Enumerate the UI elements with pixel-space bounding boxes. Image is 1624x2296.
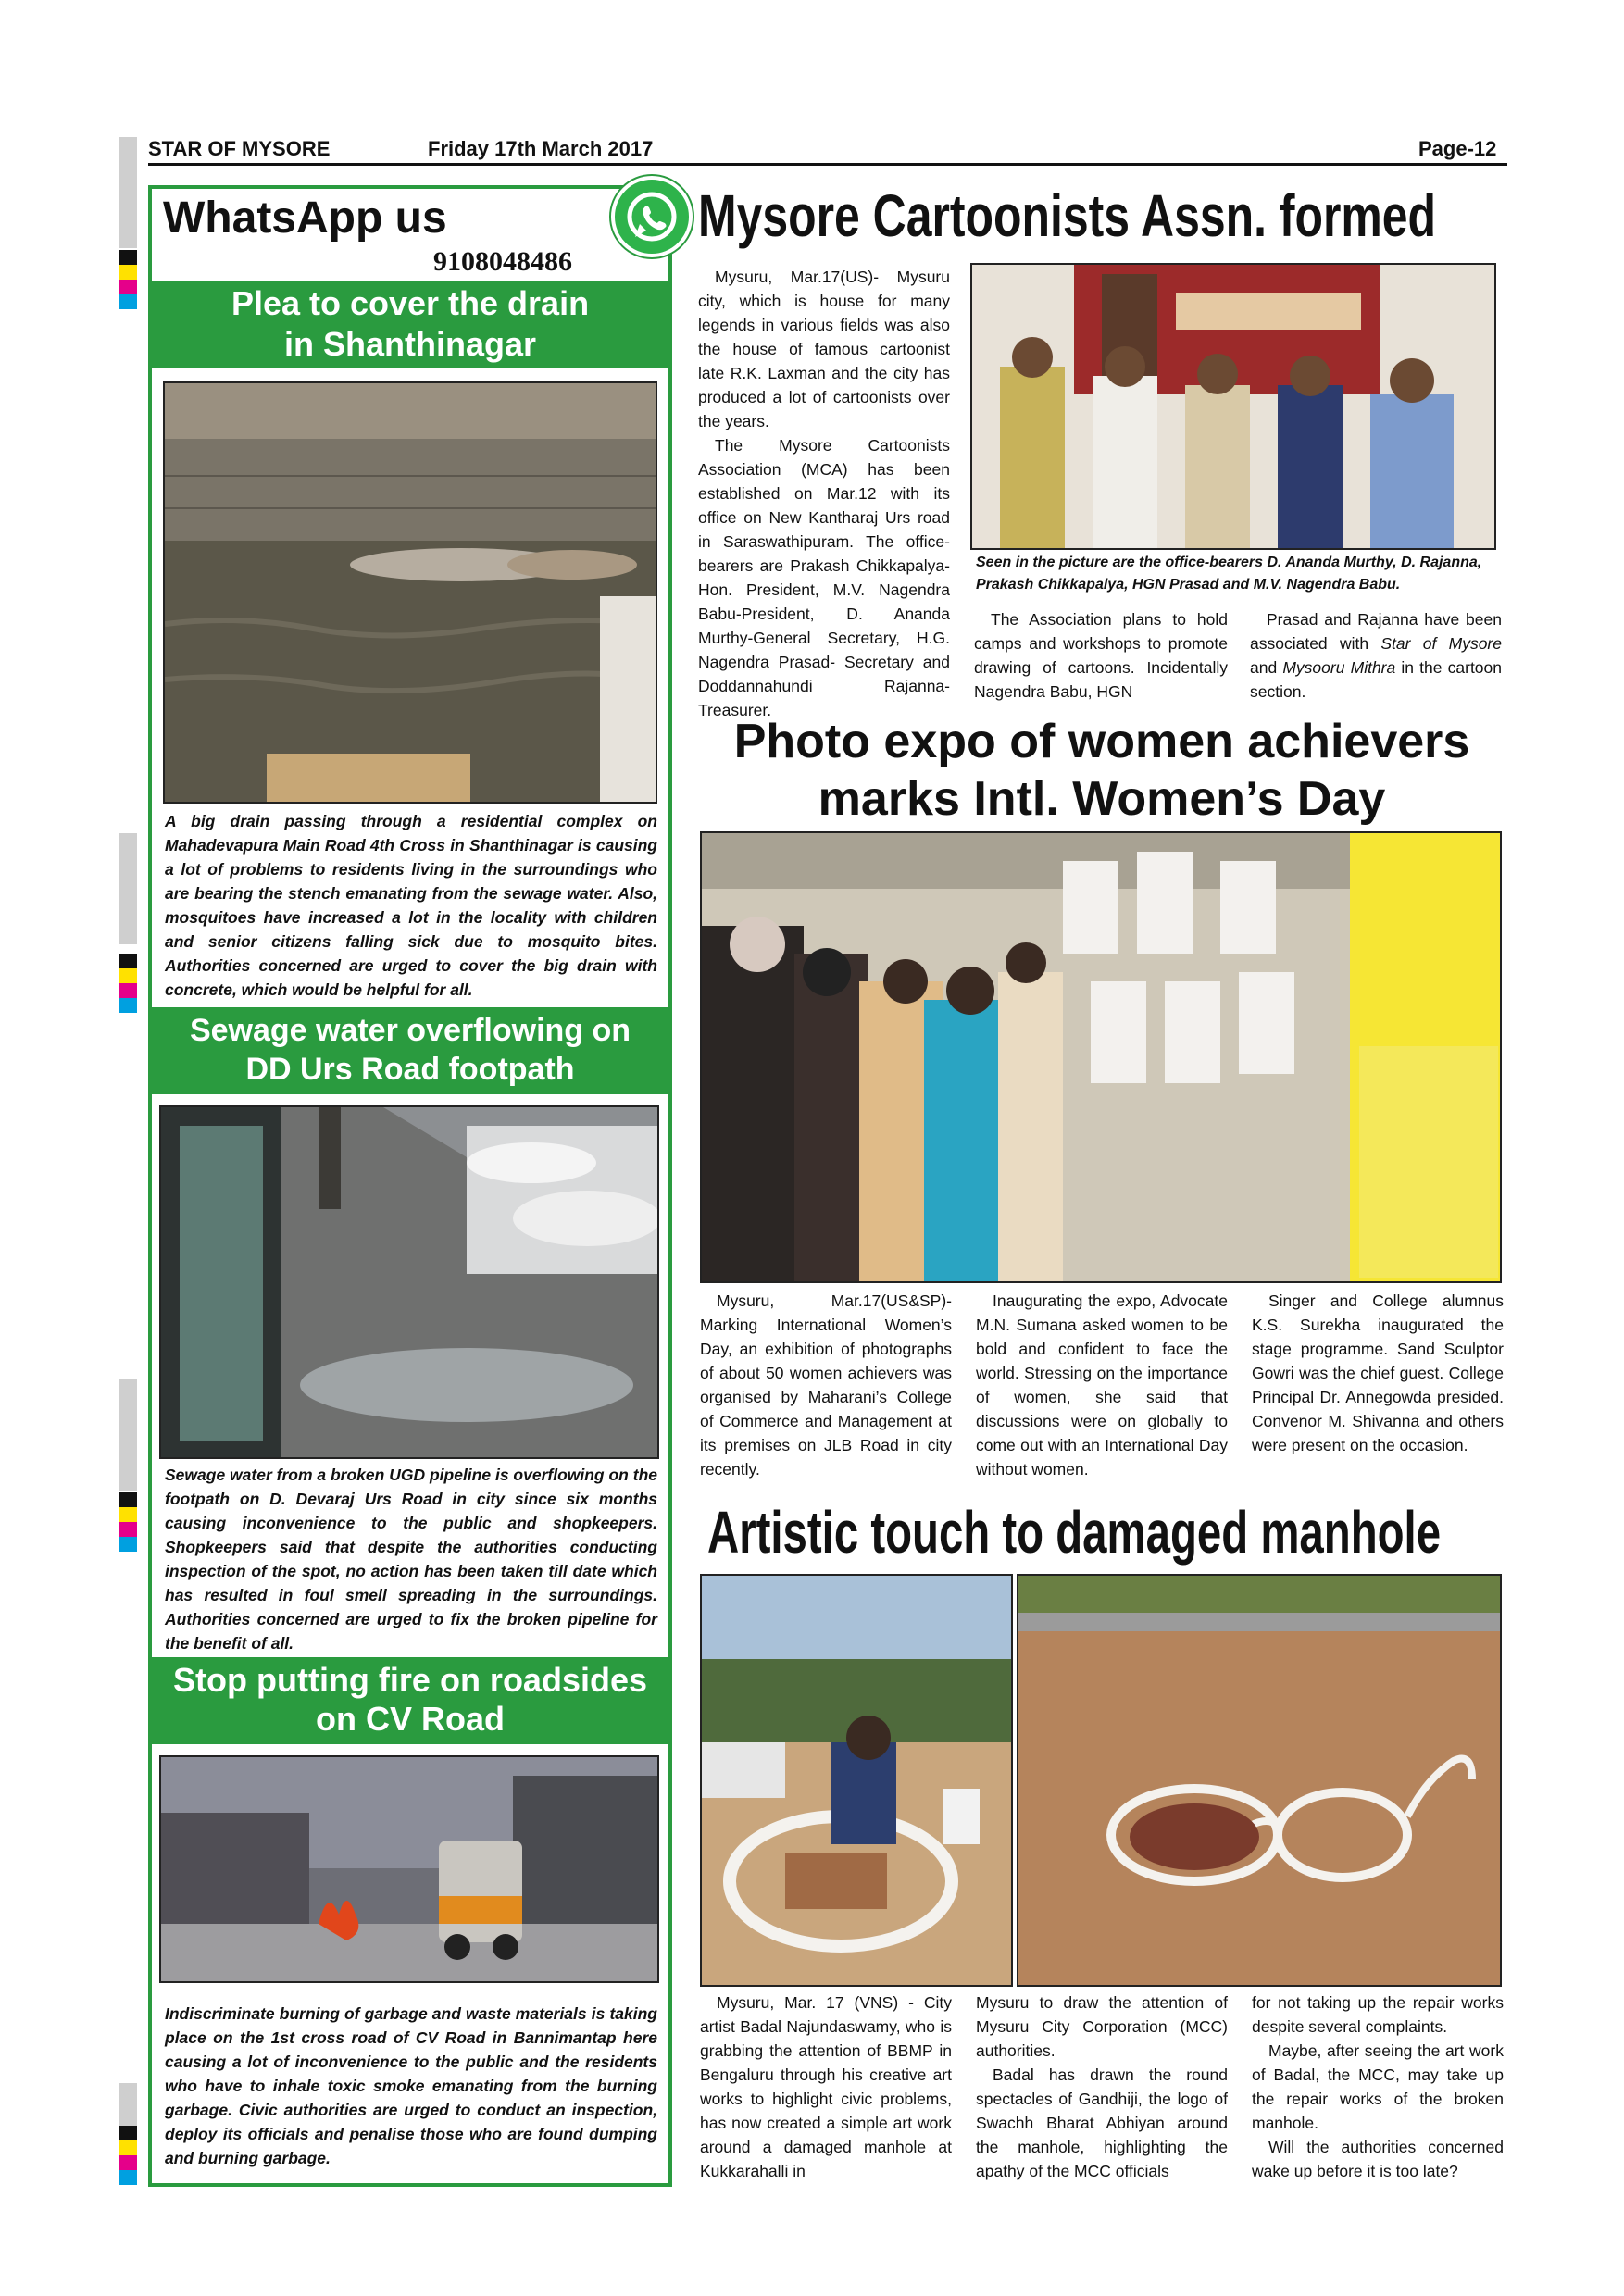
article3-paragraph: for not taking up the repair works despite several complaints.	[1252, 1993, 1504, 2036]
item2-caption: Sewage water from a broken UGD pipeline is overflowing on the footpath on D. Devaraj Urs Road in city since six months causing inconvenience to the public and shopkeepers. Shopkeepers said that despite the authorities conducting inspection of the spot, no action has been taken till date which has resulted in foul smell spreading in the surroundings. Authorities concerned are urged to fix the broken pipeline for the benefit of all.	[165, 1466, 657, 1653]
article3-paragraph: Mysuru to draw the attention of Mysuru City Corporation (MCC) authorities.	[976, 1993, 1228, 2060]
drain-photo	[163, 381, 657, 804]
item1-title-bar	[152, 281, 668, 368]
issue-date: Friday 17th March 2017	[428, 137, 654, 160]
women-expo-photo	[700, 831, 1502, 1283]
article3-headline: Artistic touch to damaged manhole	[707, 1499, 1442, 1566]
registration-mark-magenta	[119, 1522, 137, 1537]
publication-name: Star of Mysore	[1380, 634, 1502, 653]
text-run: and	[1250, 658, 1283, 677]
page-number: Page-12	[1418, 137, 1497, 160]
registration-mark-cyan	[119, 1537, 137, 1552]
article1-paragraph: The Mysore Cartoonists Association (MCA) has been established on Mar.12 with its office on New Kantharaj Urs road in Saraswathipuram. The office-bearers are Prakash Chikkapalya-Hon. President, M.V. Nagendra Babu-President, D. Ananda Murthy-General Secretary, H.G. Nagendra Prasad- Secretary and Doddannahundi Rajanna- Treasurer.	[698, 436, 950, 719]
text-run: in the cartoon section.	[1250, 658, 1503, 701]
whatsapp-icon	[611, 176, 693, 257]
article2-headline-line1: Photo expo of women achievers	[733, 715, 1470, 768]
margin-strip	[119, 137, 137, 248]
article3-column3	[1252, 1990, 1504, 2183]
registration-mark-black	[119, 954, 137, 968]
article2-column1	[700, 1289, 952, 1481]
article1-column1	[698, 265, 950, 722]
whatsapp-title: WhatsApp us	[163, 193, 447, 243]
registration-mark-black	[119, 1492, 137, 1507]
item3-title-line2: on CV Road	[316, 1700, 505, 1738]
item3-caption: Indiscriminate burning of garbage and waste materials is taking place on the 1st cross road of CV Road in Bannimantap here causing a lot of inconvenience to the public and the residents who have to inhale toxic smoke emanating from the burning garbage. Civic authorities are urged to conduct an inspection, deploy its officials and penalise those who are found dumping and burning garbage.	[165, 2004, 657, 2167]
registration-mark-yellow	[119, 968, 137, 983]
article2-headline	[704, 713, 1500, 828]
item1-caption: A big drain passing through a residential complex on Mahadevapura Main Road 4th Cross in Shanthinagar is causing a lot of problems to residents living in the surroundings who are bearing the stench emanating from the sewage water. Also, mosquitoes have increased a lot in the locality with children and senior citizens falling sick due to mosquito bites. Authorities concerned are urged to cover the big drain with concrete, which would be helpful for all.	[165, 812, 657, 999]
registration-mark-magenta	[119, 280, 137, 294]
decorated-manhole-photo	[1017, 1574, 1502, 1987]
registration-mark-magenta	[119, 983, 137, 998]
article2-paragraph: Singer and College alumnus K.S. Surekha inaugurated the stage programme. Sand Sculptor Gowri was the chief guest. College Principal Dr. Annegowda presided. Convenor M. Shivanna and others were present on the occasion.	[1252, 1292, 1504, 1454]
item2-title-line2: DD Urs Road footpath	[245, 1052, 575, 1087]
header-rule	[148, 163, 1507, 166]
registration-mark-cyan	[119, 998, 137, 1013]
item1-title-line2: in Shanthinagar	[283, 325, 537, 363]
registration-mark-cyan	[119, 294, 137, 309]
footpath-photo	[159, 1105, 659, 1459]
registration-mark-yellow	[119, 265, 137, 280]
whatsapp-number: 9108048486	[433, 246, 572, 277]
article3-paragraph: Will the authorities concerned wake up before it is too late?	[1252, 2138, 1504, 2180]
registration-mark-black	[119, 2126, 137, 2140]
item3-title-line1: Stop putting fire on roadsides	[173, 1661, 647, 1699]
cartoonists-group-photo	[970, 263, 1496, 550]
article2-paragraph: Mysuru, Mar.17(US&SP)-Marking International Women’s Day, an exhibition of photographs of about 50 women achievers was organised by Maharani’s College of Commerce and Management at its premises on JLB Road in city recently.	[700, 1292, 952, 1479]
article1-column3	[1250, 607, 1502, 704]
article3-paragraph: Maybe, after seeing the art work of Badal, the MCC, may take up the repair works of the broken manhole.	[1252, 2041, 1504, 2132]
artist-at-work-photo	[700, 1574, 1013, 1987]
item2-title-line1: Sewage water overflowing on	[189, 1013, 631, 1048]
article3-paragraph: Badal has drawn the round spectacles of Gandhiji, the logo of Swachh Bharat Abhiyan around the manhole, highlighting the apathy of the MCC officials	[976, 2065, 1228, 2180]
article1-paragraph	[1250, 607, 1502, 704]
publication-name: Mysooru Mithra	[1282, 658, 1396, 677]
registration-mark-yellow	[119, 1507, 137, 1522]
registration-mark-cyan	[119, 2170, 137, 2185]
article1-headline: Mysore Cartoonists Assn. formed	[698, 182, 1437, 249]
item1-title-line1: Plea to cover the drain	[231, 284, 590, 322]
registration-mark-magenta	[119, 2155, 137, 2170]
text-run: Prasad and Rajanna have been associated with	[1250, 610, 1502, 653]
article3-paragraph: Mysuru, Mar. 17 (VNS) - City artist Badal Najundaswamy, who is grabbing the attention of BBMP in Bengaluru through his creative art works to highlight civic problems, has now created a simple art work around a damaged manhole at Kukkarahalli in	[700, 1993, 952, 2180]
article2-column3	[1252, 1289, 1504, 1457]
article3-column1	[700, 1990, 952, 2183]
registration-mark-yellow	[119, 2140, 137, 2155]
article2-paragraph: Inaugurating the expo, Advocate M.N. Sumana asked women to be bold and confident to face the world. Stressing on the importance of women, she said that discussions were on globally to come out with an International Day without women.	[976, 1292, 1228, 1479]
item3-title-bar	[152, 1657, 668, 1744]
article2-column2	[976, 1289, 1228, 1481]
article1-column2	[974, 607, 1228, 704]
margin-strip	[119, 833, 137, 944]
article1-paragraph: The Association plans to hold camps and workshops to promote drawing of cartoons. Incidentally Nagendra Babu, HGN	[974, 610, 1228, 701]
article3-column2	[976, 1990, 1228, 2183]
newspaper-name: STAR OF MYSORE	[148, 137, 331, 160]
item2-title-bar	[152, 1007, 668, 1094]
cartoonists-photo-caption: Seen in the picture are the office-bearers D. Ananda Murthy, D. Rajanna, Prakash Chikkapalya, HGN Prasad and M.V. Nagendra Babu.	[976, 555, 1482, 593]
registration-mark-black	[119, 250, 137, 265]
article2-headline-line2: marks Intl. Women’s Day	[818, 772, 1386, 826]
margin-strip	[119, 1379, 137, 1491]
roadside-fire-photo	[159, 1755, 659, 1983]
article1-paragraph: Mysuru, Mar.17(US)- Mysuru city, which is house for many legends in various fields was also the house of famous cartoonist late R.K. Laxman and the city has produced a lot of cartoonists over the years.	[698, 268, 950, 430]
